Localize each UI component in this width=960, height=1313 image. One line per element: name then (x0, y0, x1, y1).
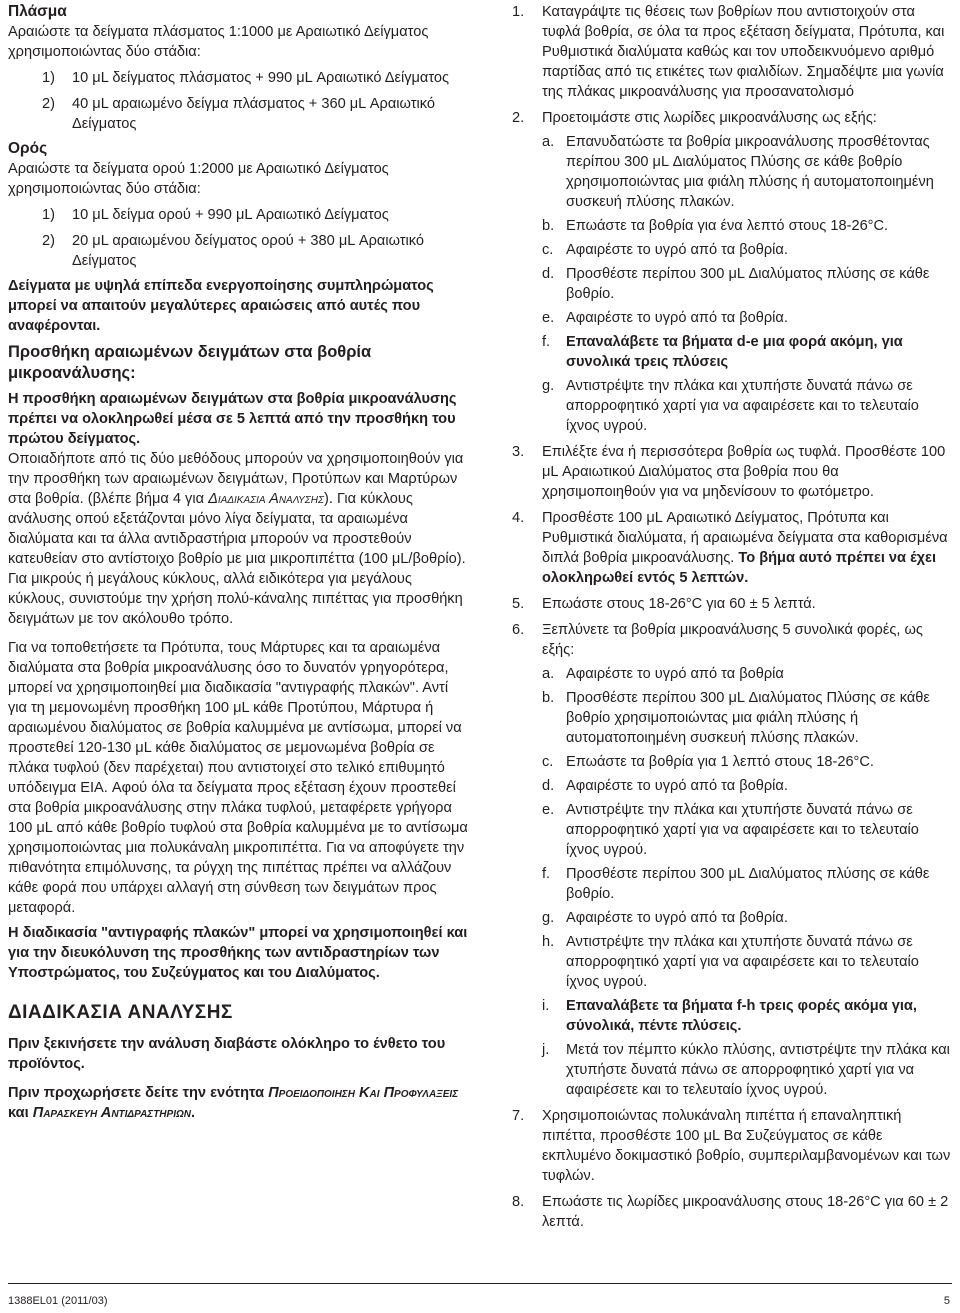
step-number: 6. (512, 622, 525, 638)
adding-samples-heading: Προσθήκη αραιωμένων δειγμάτων στα βοθρία μικροανάλυσης: (8, 343, 372, 382)
substep-letter: b. (542, 690, 555, 706)
procedure-step (512, 2, 952, 102)
substep-letter: a. (542, 134, 555, 150)
substep (512, 216, 952, 236)
step-text: 40 μL αραιωμένο δείγμα πλάσματος + 360 μL Αραιωτικό Δείγματος (72, 96, 435, 132)
substep-text: Προσθέστε περίπου 300 μL Διαλύματος πλύσης σε κάθε βοθρίο. (566, 866, 930, 902)
substep (512, 1040, 952, 1100)
step-number: 1) (42, 207, 55, 223)
step-text: Καταγράψτε τις θέσεις των βοθρίων που αντιστοιχούν στα τυφλά βοθρία, σε όλα τα προς εξέταση δείγματα, Πρότυπα, και Ρυθμιστικά διαλύματα καθώς και τον υποδεικνυόμενο αριθμό παρτίδας από τις ετικέτες των φιαλιδίων. Σημαδέψτε μια γωνία της πλάκας μικροανάλυσης για προσανατολισμό (542, 4, 945, 100)
substep-text: Αφαιρέστε το υγρό από τα βοθρία. (566, 778, 788, 794)
procedure-heading: ΔΙΑΔΙΚΑΣΙΑ ΑΝΑΛΥΣΗΣ (8, 1002, 233, 1023)
step-text: Επωάστε τις λωρίδες μικροανάλυσης στους 18-26°C για 60 ± 2 λεπτά. (542, 1194, 949, 1230)
substep-text: Προσθέστε περίπου 300 μL Διαλύματος πλύσης σε κάθε βοθρίο. (566, 266, 930, 302)
procedure-step (512, 594, 952, 614)
document-code: 1388EL01 (2011/03) (8, 1295, 108, 1307)
substep-letter: d. (542, 266, 555, 282)
plasma-intro: Αραιώστε τα δείγματα πλάσματος 1:1000 με Αραιωτικό Δείγματος χρησιμοποιώντας δύο στάδια: (8, 24, 429, 60)
substep-letter: c. (542, 754, 554, 770)
substep-letter: c. (542, 242, 554, 258)
step-text: Προετοιμάστε στις λωρίδες μικροανάλυσης ως εξής: (542, 110, 877, 126)
substep-letter: g. (542, 378, 555, 394)
footer-divider (8, 1283, 952, 1284)
step-number: 2. (512, 110, 525, 126)
substep (512, 332, 952, 372)
substep-letter: e. (542, 802, 555, 818)
substep-letter: f. (542, 866, 551, 882)
methods-text-b: ). Για κύκλους ανάλυσης οπού εξετάζονται μόνο λίγα δείγματα, τα αραιωμένα διαλύματα και τα άλλα αντιδραστήρια μπορούν να προστεθούν κατευθείαν στο αντίστοιχο βοθρίο με μια μικροπιπέττα (100 μL/βοθρίο). Για μικρούς ή μεγάλους κύκλους, αλλά ειδικότερα για μεγάλους κύκλους, συνιστούμε την χρήση πολύ-κάναλης πιπέττας για προσθήκη δειγμάτων με τον ακόλουθο τρόπο. (8, 491, 466, 627)
step-text: 10 μL δείγμα ορού + 990 μL Αραιωτικό Δείγματος (72, 207, 389, 223)
methods-paragraph (8, 449, 468, 629)
substep (512, 932, 952, 992)
step-number: 8. (512, 1194, 525, 1210)
substep-letter: j. (542, 1042, 550, 1058)
substep-text: Επαναλάβετε τα βήματα d-e μια φορά ακόμη, για συνολικά τρεις πλύσεις (566, 334, 903, 370)
adding-samples-warning: Η προσθήκη αραιωμένων δειγμάτων στα βοθρία μικροανάλυσης πρέπει να ολοκληρωθεί μέσα σε 5 λεπτά από την προσθήκη του πρώτου δείγματος. (8, 391, 457, 447)
right-column (512, 0, 952, 1232)
warnings-reference: Προειδοποιηση Και Προφυλαξεις (268, 1085, 459, 1101)
substep (512, 752, 952, 772)
high-levels-note: Δείγματα με υψηλά επίπεδα ενεργοποίησης συμπληρώματος μπορεί να απαιτούν μεγαλύτερες αραιώσεις από αυτές που αναφέρονται. (8, 278, 434, 334)
step-text: 20 μL αραιωμένου δείγματος ορού + 380 μL Αραιωτικό Δείγματος (72, 233, 425, 269)
step-text-regular: Προσθέστε 100 μL Αραιωτικό Δείγματος, Πρότυπα και Ρυθμιστικά διαλύματα, ή αραιωμένα δείγματα στα καθορισμένα διπλά βοθρία μικροανάλυσης. (542, 510, 948, 566)
procedure-step (512, 508, 952, 588)
read-insert-note: Πριν ξεκινήσετε την ανάλυση διαβάστε ολόκληρο το ένθετο του προϊόντος. (8, 1036, 446, 1072)
methods-text-a: Οποιαδήποτε από τις δύο μεθόδους μπορούν να χρησιμοποιηθούν για την προσθήκη των αραιωμένων δειγμάτων, Προτύπων και Μαρτύρων στα βοθρία. (βλέπε βήμα 4 για (8, 451, 464, 507)
plasma-heading: Πλάσμα (8, 3, 67, 20)
serum-step (8, 205, 468, 225)
replica-plating-note: Η διαδικασία "αντιγραφής πλακών" μπορεί να χρησιμοποιηθεί και για την διευκόλυνση της προσθήκης των αντιδραστηρίων των Υποστρώματος, του Συζεύγματος και του Διαλύματος. (8, 925, 468, 981)
step-text: Ξεπλύνετε τα βοθρία μικροανάλυσης 5 συνολικά φορές, ως εξής: (542, 622, 923, 658)
page-number: 5 (943, 1295, 950, 1307)
substep (512, 664, 952, 684)
substep (512, 864, 952, 904)
substep-text: Επωάστε τα βοθρία για ένα λεπτό στους 18-26°C. (566, 218, 889, 234)
substep (512, 800, 952, 860)
procedure-step (512, 108, 952, 128)
prep-note (8, 1083, 468, 1123)
substep-text: Επανυδατώστε τα βοθρία μικροανάλυσης προσθέτοντας περίπου 300 μL Διαλύματος Πλύσης σε κάθε βοθρίο χρησιμοποιώντας μια φιάλη πλύσης ή αυτοματοποιημένη συσκευή πλύσης πλακών. (566, 134, 934, 210)
substep (512, 264, 952, 304)
substep (512, 376, 952, 436)
substep (512, 132, 952, 212)
left-column (8, 0, 468, 1123)
step-number: 7. (512, 1108, 525, 1124)
serum-heading: Ορός (8, 140, 48, 157)
prep-text-mid: και (8, 1105, 33, 1121)
substep-text: Αφαιρέστε το υγρό από τα βοθρία. (566, 310, 788, 326)
substep-text: Επαναλάβετε τα βήματα f-h τρεις φορές ακόμα για, σύνολικά, πέντε πλύσεις. (566, 998, 917, 1034)
substep-text: Αντιστρέψτε την πλάκα και χτυπήστε δυνατά πάνω σε απορροφητικό χαρτί για να αφαιρέσετε και το τελευταίο ίχνος υγρού. (566, 802, 919, 858)
serum-step (8, 231, 468, 271)
substep-letter: h. (542, 934, 555, 950)
substep-letter: d. (542, 778, 555, 794)
step-number: 2) (42, 96, 55, 112)
substep-letter: f. (542, 334, 551, 350)
procedure-step (512, 1192, 952, 1232)
replica-plating-paragraph: Για να τοποθετήσετε τα Πρότυπα, τους Μάρτυρες και τα αραιωμένα διαλύματα στα βοθρία μικροανάλυσης όσο το δυνατόν γρηγορότερα, μπορεί να χρησιμοποιηθεί μια διαδικασία "αντιγραφής πλακών". Αντί για τη μεμονωμένη προσθήκη 100 μL κάθε Προτύπου, Μάρτυρα ή αραιωμένου διαλύματος σε βοθρία καλυμμένα με αντίσωμα, μπορεί να προστεθεί 120-130 μL κάθε διαλύματος σε μεμονωμένα βοθρία σε πλάκα τυφλού (δεν παρέχεται) που αντιστοιχεί στο τελικό επιθυμητό υπόδειγμα EIA. Αφού όλα τα δείγματα προς εξέταση έχουν προστεθεί στα βοθρία μικροανάλυσης στην πλάκα τυφλού, μεταφέρετε γρήγορα 100 μL από κάθε βοθρίο τυφλού στα βοθρία καλυμμένα με το αντίσωμα χρησιμοποιώντας μια πολυκάναλη μικροπιπέττα. Για να αποφύγετε την πιθανότητα επιμόλυνσης, τα ρύγχη της πιπέττας πρέπει να αλλάζουν κάθε φορά που υπάρχει αλλαγή στη σύνθεση των δειγμάτων προς μεταφορά. (8, 640, 468, 916)
substep (512, 996, 952, 1036)
substep-letter: i. (542, 998, 550, 1014)
substep-text: Αφαιρέστε το υγρό από τα βοθρία. (566, 242, 788, 258)
substep-text: Αφαιρέστε το υγρό από τα βοθρία (566, 666, 784, 682)
procedure-reference: Διαδικασια Αναλυσης (208, 491, 324, 507)
plasma-step (8, 94, 468, 134)
substep-text: Προσθέστε περίπου 300 μL Διαλύματος Πλύσης σε κάθε βοθρίο χρησιμοποιώντας μια φιάλη πλύσης ή αυτοματοποιημένη συσκευή πλύσης πλακών. (566, 690, 930, 746)
prep-text-a: Πριν προχωρήσετε δείτε την ενότητα (8, 1085, 269, 1101)
step-text: Επιλέξτε ένα ή περισσότερα βοθρία ως τυφλά. Προσθέστε 100 μL Αραιωτικού Διαλύματος στα βοθρία που θα χρησιμοποιηθούν για να μηδενίσουν το φωτόμετρο. (542, 444, 946, 500)
step-number: 1. (512, 4, 525, 20)
step-text-bold: Το βήμα αυτό πρέπει να έχει ολοκληρωθεί εντός 5 λεπτών. (542, 550, 937, 586)
substep (512, 240, 952, 260)
substep-text: Αντιστρέψτε την πλάκα και χτυπήστε δυνατά πάνω σε απορροφητικό χαρτί για να αφαιρέσετε και το τελευταίο ίχνος υγρού. (566, 378, 919, 434)
step-text: 10 μL δείγματος πλάσματος + 990 μL Αραιωτικό Δείγματος (72, 70, 450, 86)
substep (512, 688, 952, 748)
substep-text: Μετά τον πέμπτο κύκλο πλύσης, αντιστρέψτε την πλάκα και χτυπήστε δυνατά πάνω σε απορροφητικό χαρτί για να αφαιρέσετε και το τελευταίο ίχνος υγρού. (566, 1042, 950, 1098)
procedure-step (512, 620, 952, 660)
substep-letter: b. (542, 218, 555, 234)
substep-text: Επωάστε τα βοθρία για 1 λεπτό στους 18-26°C. (566, 754, 874, 770)
step-text (542, 508, 952, 588)
substep-text: Αφαιρέστε το υγρό από τα βοθρία. (566, 910, 788, 926)
plasma-step (8, 68, 468, 88)
reagent-prep-reference: Παρασκευη Αντιδραστηριων (32, 1105, 192, 1121)
step-number: 3. (512, 444, 525, 460)
substep-letter: a. (542, 666, 555, 682)
step-text: Επωάστε στους 18-26°C για 60 ± 5 λεπτά. (542, 596, 816, 612)
prep-text-end: . (191, 1105, 196, 1121)
substep (512, 776, 952, 796)
procedure-step (512, 442, 952, 502)
step-number: 5. (512, 596, 525, 612)
procedure-step (512, 1106, 952, 1186)
step-number: 1) (42, 70, 55, 86)
substep-letter: e. (542, 310, 555, 326)
serum-intro: Αραιώστε τα δείγματα ορού 1:2000 με Αραιωτικό Δείγματος χρησιμοποιώντας δύο στάδια: (8, 161, 389, 197)
step-number: 4. (512, 510, 525, 526)
substep (512, 908, 952, 928)
substep (512, 308, 952, 328)
step-number: 2) (42, 233, 55, 249)
substep-text: Αντιστρέψτε την πλάκα και χτυπήστε δυνατά πάνω σε απορροφητικό χαρτί για να αφαιρέσετε και το τελευταίο ίχνος υγρού. (566, 934, 919, 990)
step-text: Χρησιμοποιώντας πολυκάναλη πιπέττα ή επαναληπτική πιπέττα, προσθέστε 100 μL Βα Συζεύγματος σε κάθε εκπλυμένο δοκιμαστικό βοθρίο, συμπεριλαμβανομένων και των τυφλών. (542, 1108, 951, 1184)
substep-letter: g. (542, 910, 555, 926)
